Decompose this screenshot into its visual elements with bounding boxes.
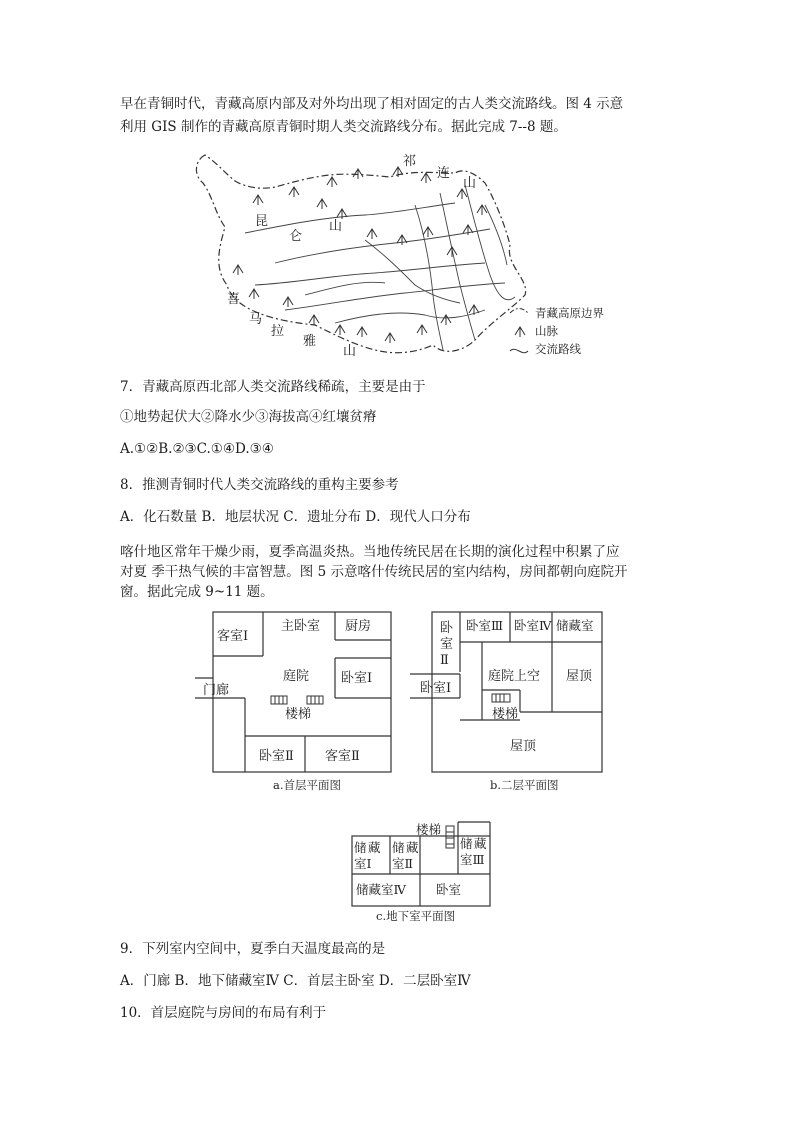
room-porch: 门廊 (203, 683, 230, 698)
caption-plan-b: b.二层平面图 (490, 778, 559, 792)
label-kun: 昆 (255, 214, 269, 229)
room-courtyard-above: 庭院上空 (488, 669, 541, 684)
label-qilian-shan: 山 (463, 176, 477, 191)
label-himalaya-shan: 山 (343, 344, 357, 359)
room-guest-1: 客室Ⅰ (217, 629, 249, 644)
room-s2-a: 储 (392, 840, 405, 855)
label-la: 拉 (271, 324, 285, 339)
label-ma: 马 (249, 312, 263, 327)
room-roof-1: 屋顶 (566, 669, 593, 684)
plan-second-floor (410, 608, 610, 793)
label-lun: 仑 (289, 229, 303, 244)
room-storage: 储藏室 (556, 618, 594, 633)
room-master-bedroom: 主卧室 (281, 619, 321, 634)
room-s1-b: 藏 (368, 840, 381, 855)
legend-mountain: 山脉 (535, 324, 558, 338)
mountain-symbols (233, 167, 487, 343)
room-basement-bedroom: 卧室 (436, 882, 462, 897)
room-roof-2: 屋顶 (510, 739, 537, 754)
q8-stem: 8．推测青铜时代人类交流路线的重构主要参考 (120, 477, 399, 493)
legend-boundary: 青藏高原边界 (535, 306, 604, 320)
q10-stem: 10．首层庭院与房间的布局有利于 (120, 1005, 327, 1021)
room-stairs-b: 楼梯 (492, 707, 519, 722)
room-s1-c: 室Ⅰ (354, 856, 372, 871)
room-s3-c: 室Ⅲ (460, 852, 485, 867)
plateau-route-map (185, 145, 625, 370)
room-s3-a: 储 (460, 836, 473, 851)
label-ya: 雅 (303, 334, 317, 349)
q7-options: A.①②B.②③C.①④D.③④ (120, 441, 274, 457)
label-qi: 祁 (403, 154, 417, 169)
intro2-line-1: 喀什地区常年干燥少雨，夏季高温炎热。当地传统民居在长期的演化过程中积累了应 (120, 544, 620, 560)
intro2-line-3: 窗。据此完成 9~11 题。 (120, 584, 274, 600)
room-kitchen: 厨房 (345, 619, 372, 634)
room-bed2-a: 卧 (440, 621, 454, 636)
caption-plan-c: c.地下室平面图 (376, 909, 456, 923)
room-stairs-c: 楼梯 (416, 822, 442, 837)
q9-options: A．门廊 B．地下储藏室Ⅳ C．首层主卧室 D．二层卧室Ⅳ (120, 973, 471, 989)
room-s2-b: 藏 (406, 840, 419, 855)
room-bedroom-1-b: 卧室Ⅰ (420, 681, 452, 696)
plan-basement (340, 818, 500, 926)
q7-items: ①地势起伏大②降水少③海拔高④红壤贫瘠 (120, 409, 377, 425)
room-storage-4: 储藏室Ⅳ (356, 882, 406, 897)
label-xi: 喜 (227, 292, 241, 307)
q7-stem: 7．青藏高原西北部人类交流路线稀疏，主要是由于 (120, 379, 426, 395)
label-lian: 连 (437, 166, 451, 181)
plateau-boundary (196, 155, 525, 353)
room-s2-c: 室Ⅱ (392, 856, 413, 871)
intro-line-2: 利用 GIS 制作的青藏高原青铜时期人类交流路线分布。据此完成 7--8 题。 (120, 119, 567, 135)
room-bedroom-3: 卧室Ⅲ (466, 618, 504, 633)
room-s3-b: 藏 (474, 836, 487, 851)
room-bed2-b: 室 (440, 637, 454, 652)
room-courtyard: 庭院 (283, 669, 310, 684)
q8-options: A．化石数量 B．地层状况 C．遗址分布 D．现代人口分布 (120, 509, 471, 525)
intro2-line-2: 对夏 季干热气候的丰富智慧。图 5 示意喀什传统民居的室内结构，房间都朝向庭院开 (120, 564, 628, 580)
room-bedroom-1: 卧室Ⅰ (341, 671, 373, 686)
intro-line-1: 早在青铜时代，青藏高原内部及对外均出现了相对固定的古人类交流路线。图 4 示意 (120, 96, 624, 112)
route-lines (245, 185, 515, 350)
room-bedroom-2: 卧室Ⅱ (259, 749, 294, 764)
room-stairs: 楼梯 (285, 707, 312, 722)
room-bedroom-4: 卧室Ⅳ (514, 618, 552, 633)
map-legend (510, 306, 604, 356)
room-s1-a: 储 (354, 840, 367, 855)
legend-route: 交流路线 (535, 342, 581, 356)
room-bed2-c: Ⅱ (440, 653, 449, 668)
room-guest-2: 客室Ⅱ (325, 749, 360, 764)
plan-ground-floor (195, 608, 395, 793)
q9-stem: 9．下列室内空间中，夏季白天温度最高的是 (120, 941, 386, 957)
label-kunlun-shan: 山 (329, 219, 343, 234)
caption-plan-a: a.首层平面图 (273, 778, 342, 792)
